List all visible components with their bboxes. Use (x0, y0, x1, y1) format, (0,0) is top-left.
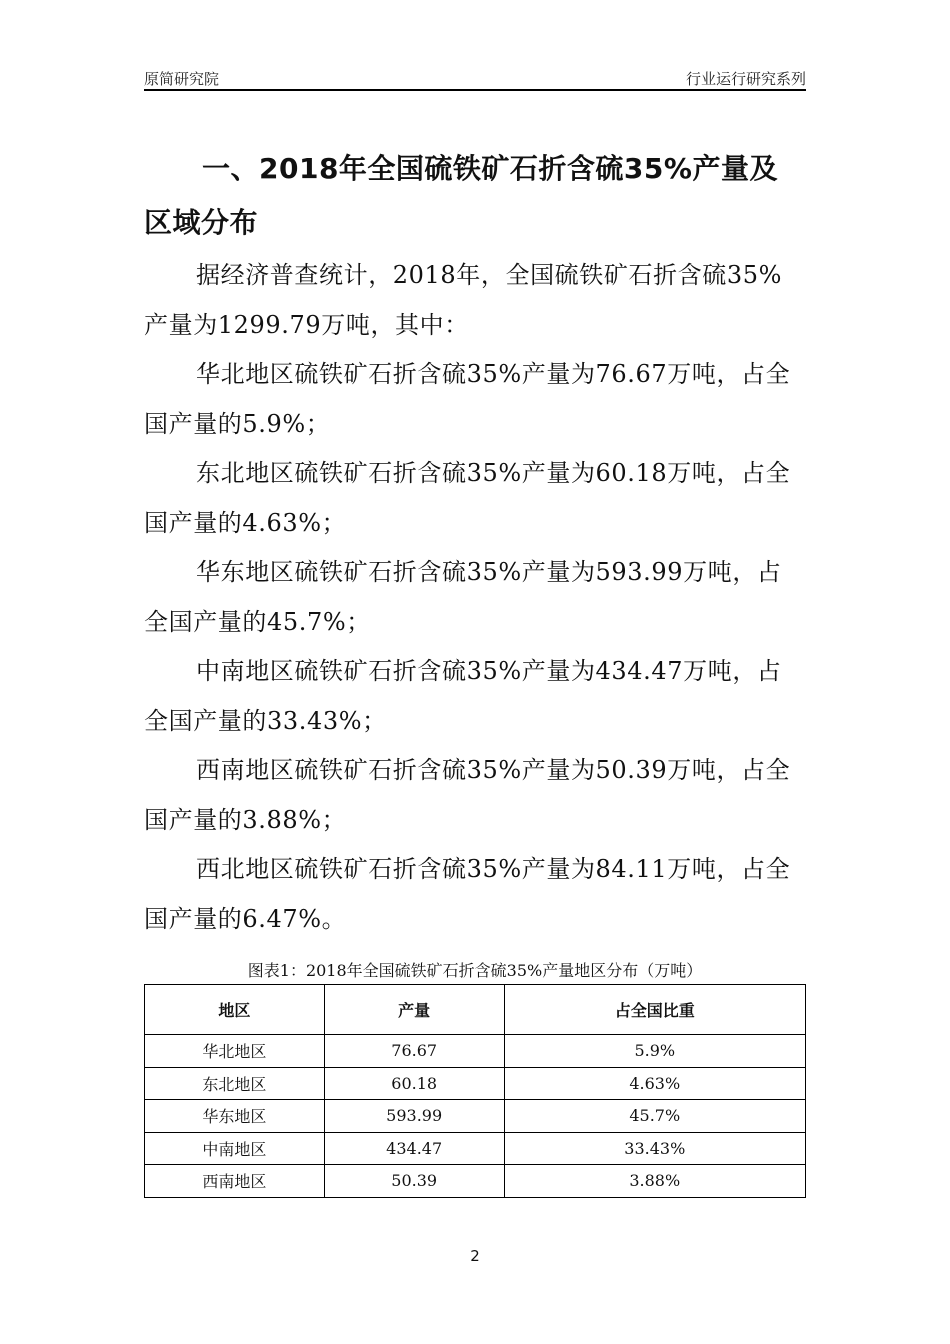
cell-region: 西南地区 (145, 1165, 325, 1198)
cell-output: 593.99 (324, 1100, 504, 1133)
section-title: 一、2018年全国硫铁矿石折含硫35%产量及区域分布 (144, 152, 778, 239)
paragraph-north-china: 华北地区硫铁矿石折含硫35%产量为76.67万吨，占全国产量的5.9%； (144, 360, 791, 438)
cell-share: 45.7% (504, 1100, 805, 1133)
paragraph-central-south: 中南地区硫铁矿石折含硫35%产量为434.47万吨，占全国产量的33.43%； (144, 657, 782, 735)
table-row (145, 1165, 806, 1198)
cell-output: 76.67 (324, 1035, 504, 1068)
cell-share: 5.9% (504, 1035, 805, 1068)
column-header-output: 产量 (324, 985, 504, 1035)
cell-region: 东北地区 (145, 1067, 325, 1100)
paragraph-intro: 据经济普查统计，2018年，全国硫铁矿石折含硫35%产量为1299.79万吨，其中： (144, 261, 783, 339)
cell-output: 50.39 (324, 1165, 504, 1198)
cell-region: 华东地区 (145, 1100, 325, 1133)
cell-share: 4.63% (504, 1067, 805, 1100)
table-row (145, 1100, 806, 1133)
header-divider (144, 89, 806, 91)
cell-share: 33.43% (504, 1132, 805, 1165)
table-header-row (145, 985, 806, 1035)
table-caption: 图表1：2018年全国硫铁矿石折含硫35%产量地区分布（万吨） (247, 961, 703, 980)
cell-region: 华北地区 (145, 1035, 325, 1068)
paragraph-east-china: 华东地区硫铁矿石折含硫35%产量为593.99万吨，占全国产量的45.7%； (144, 558, 782, 636)
column-header-region: 地区 (145, 985, 325, 1035)
cell-output: 434.47 (324, 1132, 504, 1165)
paragraph-southwest: 西南地区硫铁矿石折含硫35%产量为50.39万吨，占全国产量的3.88%； (144, 756, 791, 834)
body-text (144, 251, 806, 944)
cell-output: 60.18 (324, 1067, 504, 1100)
table-row (145, 1132, 806, 1165)
page-number: 2 (470, 1247, 480, 1265)
column-header-share: 占全国比重 (504, 985, 805, 1035)
region-output-table (144, 984, 806, 1198)
cell-region: 中南地区 (145, 1132, 325, 1165)
header-org-name: 原简研究院 (144, 70, 220, 88)
table-row (145, 1067, 806, 1100)
paragraph-northeast: 东北地区硫铁矿石折含硫35%产量为60.18万吨，占全国产量的4.63%； (144, 459, 791, 537)
paragraph-northwest: 西北地区硫铁矿石折含硫35%产量为84.11万吨，占全国产量的6.47%。 (144, 855, 791, 933)
table-row (145, 1035, 806, 1068)
cell-share: 3.88% (504, 1165, 805, 1198)
header-series-name: 行业运行研究系列 (685, 70, 806, 88)
